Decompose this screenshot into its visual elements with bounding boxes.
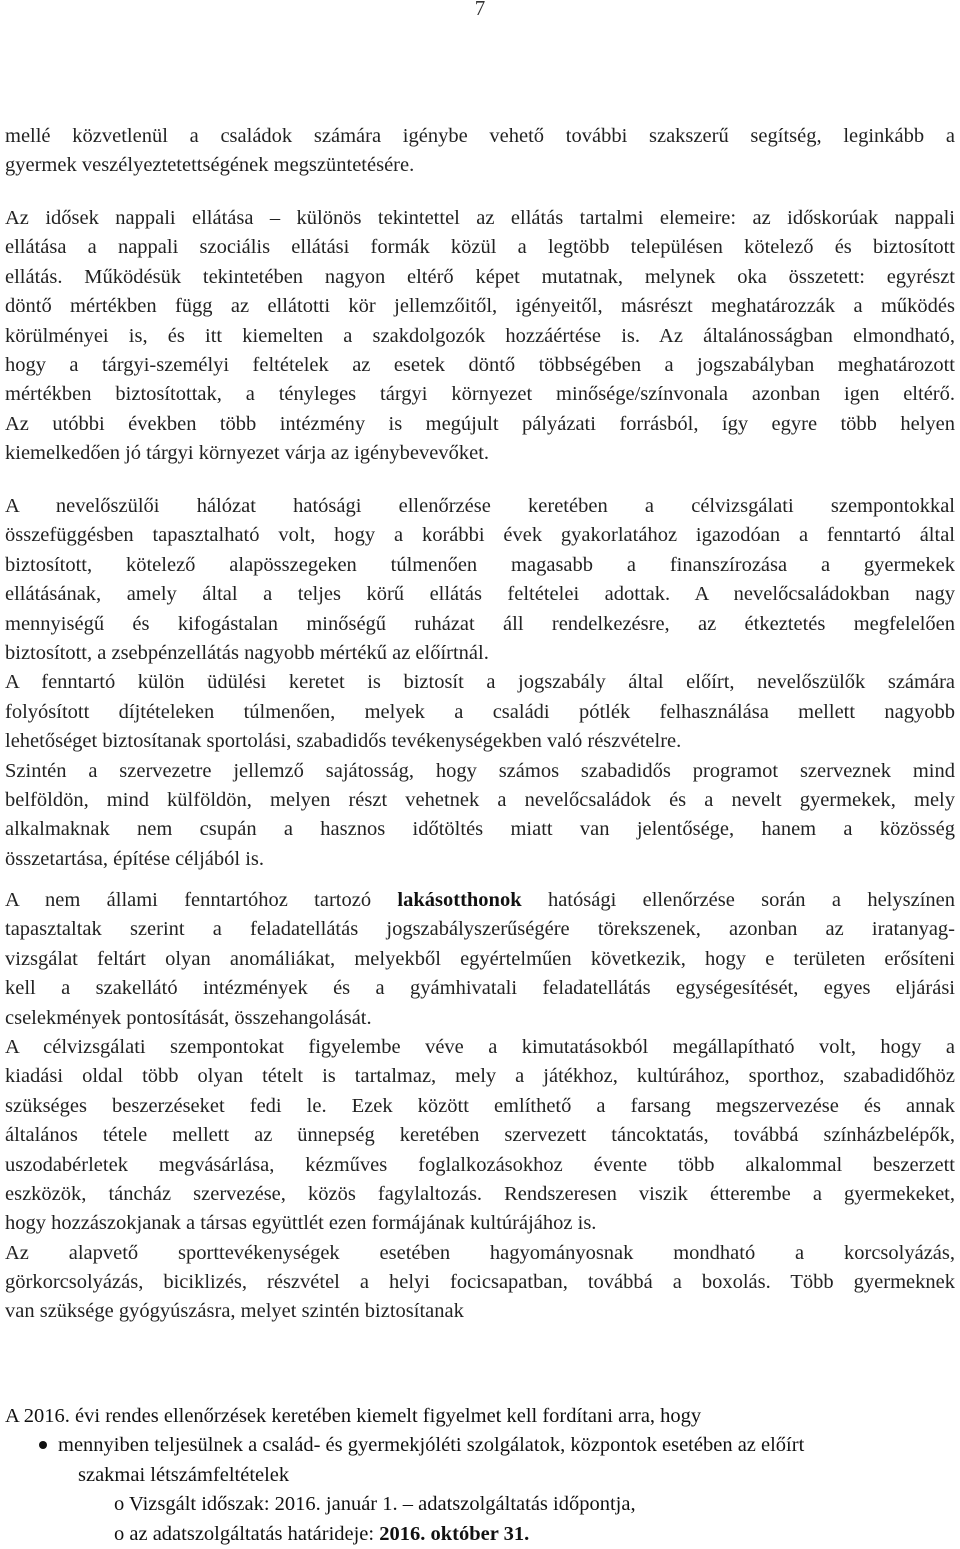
paragraph-elderly-day-care (5, 204, 955, 469)
text-line: szükséges beszerzéseket fedi le. Ezek között említhető a farsang megszervezése és annak (5, 1094, 955, 1117)
text-line: van szüksége gyógyúszásra, melyet szintén biztosítanak (5, 1300, 464, 1323)
text-line: A fenntartó külön üdülési keretet is biztosít a jogszabály által előírt, nevelőszülők számára (5, 671, 955, 694)
deadline-date: 2016. október 31. (379, 1522, 530, 1545)
text-line: Az utóbbi években több intézmény is megújult pályázati forrásból, így egyre több helyen (5, 412, 955, 435)
text-line: vizsgálat feltárt olyan anomáliákat, melyekből egyértelműen következik, hogy e területen erősíteni (5, 947, 955, 970)
text-line: összetartása, építése céljából is. (5, 847, 264, 870)
text-line: ellátása a nappali szociális ellátási formák közül a legtöbb településen kötelező és biztosított (5, 236, 955, 259)
page-number: 7 (474, 0, 486, 20)
text-segment: hatósági ellenőrzése során a helyszínen (521, 889, 955, 911)
text-line: mellé közvetlenül a családok számára igénybe vehető további szakszerű segítség, leginkább a (5, 125, 955, 147)
bullet-item (5, 1431, 955, 1490)
text-line: lehetőséget biztosítanak sportolási, szabadidős tevékenységekben való részvételre. (5, 730, 682, 753)
text-line: A 2016. évi rendes ellenőrzések keretében kiemelt figyelmet kell fordítani arra, hogy (5, 1405, 702, 1427)
text-segment: Vizsgált időszak: 2016. január 1. – adatszolgáltatás időpontja, (129, 1493, 636, 1516)
circle-bullet-icon: o (114, 1522, 125, 1545)
text-line: hogy a tárgyi-személyi feltételek az esetek döntő többségében a jogszabályban meghatározott (5, 353, 955, 376)
section-2016-checks (5, 1402, 955, 1549)
text-line: mértékben biztosítottak, a tényleges tárgyi környezet minősége/színvonala azonban igen eltérő. (5, 383, 955, 406)
text-line: alkalmaknak nem csupán a hasznos időtöltés miatt van jelentősége, hanem a közösség (5, 818, 955, 841)
paragraph-continuation (5, 122, 955, 181)
text-line: A nevelőszülői hálózat hatósági ellenőrzése keretében a célvizsgálati szempontokkal (5, 495, 955, 517)
text-line: összefüggésben tapasztalható volt, hogy a korábbi évek gyakorlatához igazodóan a fenntartó által (5, 524, 955, 547)
sub-item (5, 1490, 955, 1519)
paragraph-residential-homes (5, 886, 955, 1327)
circle-bullet-icon: o (114, 1493, 125, 1516)
text-line: kiadási oldal több olyan tételt is tartalmaz, mely a játékhoz, kultúrához, sporthoz, szabadidőhöz (5, 1065, 955, 1088)
text-line: belföldön, mind külföldön, melyen részt vehetnek a nevelőcsaládok és a nevelt gyermekek, mely (5, 788, 955, 811)
text-segment: A nem állami fenntartóhoz tartozó (5, 889, 398, 911)
text-line: gyermek veszélyeztetettségének megszüntetésére. (5, 154, 415, 177)
text-line: általános tétele mellett az ünnepség keretében szervezett táncoktatás, továbbá színházbelépők, (5, 1124, 955, 1147)
text-line: hogy hozzászokjanak a társas együttlét ezen formájának kultúrájához is. (5, 1212, 597, 1235)
text-line: mennyiségű és kifogástalan minőségű ruházat áll rendelkezésre, az étkeztetés megfelelően (5, 612, 955, 635)
text-line: szakmai létszámfeltételek (78, 1463, 290, 1486)
text-line: biztosított, kötelező alapösszegeken túlmenően magasabb a finanszírozása a gyermekek (5, 553, 955, 576)
text-line: biztosított, a zsebpénzellátás nagyobb mértékű az előírtnál. (5, 641, 489, 664)
text-line: körülményei is, és itt kiemelten a szakdolgozók hozzáértése is. Az általánosságban elmondható, (5, 324, 955, 347)
text-line: ellátásának, amely által a teljes körű ellátás feltételei adottak. A nevelőcsaládokban nagy (5, 583, 955, 606)
text-line: uszodabérletek megvásárlása, kézműves foglalkozásokhoz évente több alkalommal beszerzett (5, 1153, 955, 1176)
text-line: ellátás. Működésük tekintetében nagyon eltérő képet mutatnak, melynek oka összetett: egyrészt (5, 265, 955, 288)
text-line: mennyiben teljesülnek a család- és gyermekjóléti szolgálatok, központok esetében az előírt (58, 1434, 805, 1457)
text-segment: az adatszolgáltatás határideje: (129, 1522, 380, 1545)
text-line: Az idősek nappali ellátása – különös tekintettel az ellátás tartalmi elemeire: az időskorúak nappali (5, 207, 955, 229)
paragraph-foster-network (5, 492, 955, 874)
text-line: Szintén a szervezetre jellemző sajátosság, hogy számos szabadidős programot szerveznek mind (5, 759, 955, 782)
text-line: folyósított díjtételeken túlmenően, melyek a családi pótlék felhasználása mellett nagyobb (5, 700, 955, 723)
text-line-with-bold (5, 886, 955, 915)
text-line: Az alapvető sporttevékenységek esetében hagyományosnak mondható a korcsolyázás, (5, 1241, 955, 1264)
text-line: kiemelkedően jó tárgyi környezet várja az igénybevevőket. (5, 442, 490, 465)
text-line: görkorcsolyázás, biciklizés, részvétel a helyi focicsapatban, továbbá a boxolás. Több gyermeknek (5, 1271, 955, 1294)
text-line: A célvizsgálati szempontokat figyelembe véve a kimutatásokból megállapítható volt, hogy a (5, 1035, 955, 1058)
bold-term: lakásotthonok (397, 889, 522, 911)
sub-item (5, 1520, 955, 1549)
text-line: tapasztaltak szerint a feladatellátás jogszabályszerűségére törekszenek, azonban az iratanyag- (5, 918, 955, 941)
text-line: eszközök, táncház szervezése, közös fagylaltozás. Rendszeresen viszik étterembe a gyermekeket, (5, 1182, 955, 1205)
text-line: döntő mértékben függ az ellátotti kör jellemzőitől, igényeitől, másrészt meghatározzák a működés (5, 295, 955, 318)
text-line: cselekmények pontosítását, összehangolását. (5, 1006, 372, 1029)
text-line: kell a szakellátó intézmények és a gyámhivatali feladatellátás egységesítését, egyes eljárási (5, 977, 955, 1000)
